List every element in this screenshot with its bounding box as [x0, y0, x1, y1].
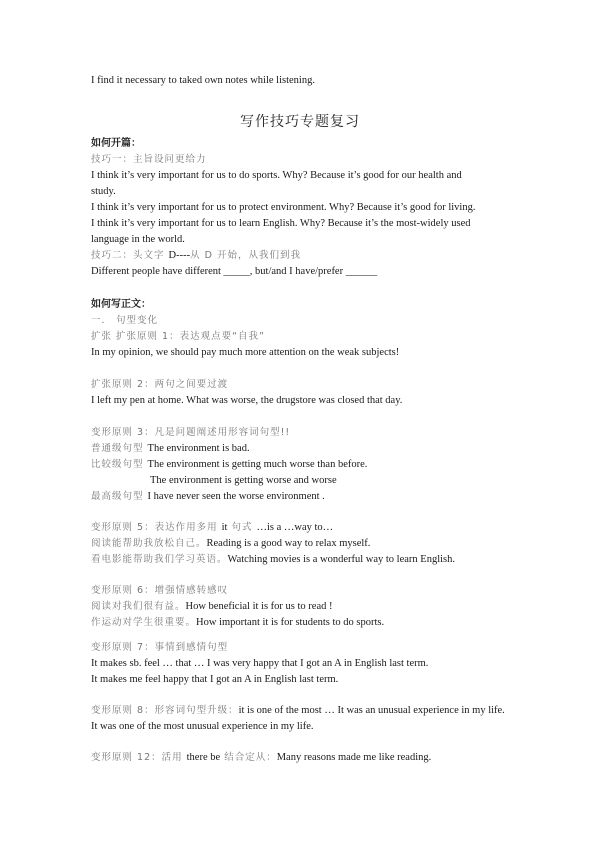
rule5-label-cn: 变形原则 5：表达作用多用: [91, 522, 222, 533]
rule3-row: [91, 457, 367, 472]
rule5-label: [91, 520, 333, 535]
rule3-row: [91, 441, 250, 456]
rule5-label-en: it: [221, 522, 228, 533]
page-title: 写作技巧专题复习: [240, 114, 360, 130]
rule7-line: It makes me feel happy that I got an A in English last term.: [91, 674, 339, 685]
rule6-label: 变形原则 6：增强情感转感叹: [91, 585, 229, 596]
rule12-label-en2: Many reasons made me like reading.: [276, 752, 432, 763]
opening-heading: 如何开篇：: [91, 138, 141, 149]
rule3-label: 变形原则 3：凡是问题阐述用形容词句型!!: [91, 427, 291, 438]
rule12-label-cn: 变形原则 12：活用: [91, 752, 187, 763]
rule5-label-en2: …is a …way to…: [256, 522, 334, 533]
rule3-row: [91, 489, 325, 504]
rule3-row-en: I have never seen the worse environment .: [147, 491, 325, 502]
rule7-line: It makes sb. feel … that … I was very happy that I got an A in English last term.: [91, 658, 429, 669]
rule1-label: 扩张 扩张原则 1：表达观点要“自我”: [91, 331, 265, 342]
rule5-row: [91, 536, 370, 551]
rule12-label-en: there be: [186, 752, 221, 763]
tip1-label: 技巧一：主旨设问更给力: [91, 154, 207, 165]
rule8-label: [91, 703, 505, 718]
tip1-line: I think it’s very important for us to learn English. Why? Because it’s the most-widely used: [91, 218, 471, 229]
rule3-row-en: The environment is getting much worse than before.: [147, 459, 368, 470]
rule8-label-cn: 变形原则 8：形容词句型升级：: [91, 705, 239, 716]
section1-label: 一． 句型变化: [91, 315, 159, 326]
rule3-row: The environment is getting worse and worse: [150, 475, 337, 486]
tip2-label-cn2: 从 D 开始，从我们到我: [190, 250, 301, 261]
intro-sentence: I find it necessary to taked own notes while listening.: [91, 75, 315, 86]
rule5-row-en: Watching movies is a wonderful way to learn English.: [227, 554, 455, 565]
tip2-label: [91, 248, 301, 263]
rule5-row: [91, 552, 455, 567]
rule12-label-cn2: 结合定从：: [220, 752, 277, 763]
tip2-label-cn: 技巧二：头文字: [91, 250, 169, 261]
body-heading: 如何写正文：: [91, 299, 151, 310]
rule3-row-cn: 普通级句型: [91, 443, 148, 454]
tip1-line: study.: [91, 186, 116, 197]
rule6-row: [91, 615, 384, 630]
rule1-line: In my opinion, we should pay much more attention on the weak subjects!: [91, 347, 400, 358]
rule3-row-cn: 最高级句型: [91, 491, 148, 502]
rule7-label: 变形原则 7：事情到感情句型: [91, 642, 229, 653]
rule5-row-en: Reading is a good way to relax myself.: [206, 538, 371, 549]
rule6-row: [91, 599, 332, 614]
rule5-row-cn: 看电影能帮助我们学习英语。: [91, 554, 228, 565]
rule12-label: [91, 750, 431, 765]
rule2-label: 扩张原则 2：两句之间要过渡: [91, 379, 229, 390]
rule6-row-en: How beneficial it is for us to read !: [185, 601, 333, 612]
tip1-line: I think it’s very important for us to do sports. Why? Because it’s good for our health and: [91, 170, 462, 181]
tip1-line: language in the world.: [91, 234, 185, 245]
tip2-line: Different people have different _____, but/and I have/prefer ______: [91, 266, 378, 277]
rule6-row-en: How important it is for students to do sports.: [196, 617, 385, 628]
rule8-label-en: it is one of the most … It was an unusual experience in my life.: [238, 705, 505, 716]
rule8-line: It was one of the most unusual experience in my life.: [91, 721, 314, 732]
rule2-line: I left my pen at home. What was worse, the drugstore was closed that day.: [91, 395, 403, 406]
rule6-row-cn: 阅读对我们很有益。: [91, 601, 186, 612]
rule5-label-cn2: 句式: [227, 522, 257, 533]
tip1-line: I think it’s very important for us to protect environment. Why? Because it’s good for living.: [91, 202, 476, 213]
rule5-row-cn: 阅读能帮助我放松自己。: [91, 538, 207, 549]
rule6-row-cn: 作运动对学生很重要。: [91, 617, 197, 628]
rule3-row-cn: 比较级句型: [91, 459, 148, 470]
tip2-label-en: D----: [168, 250, 191, 261]
rule3-row-en: The environment is bad.: [147, 443, 250, 454]
